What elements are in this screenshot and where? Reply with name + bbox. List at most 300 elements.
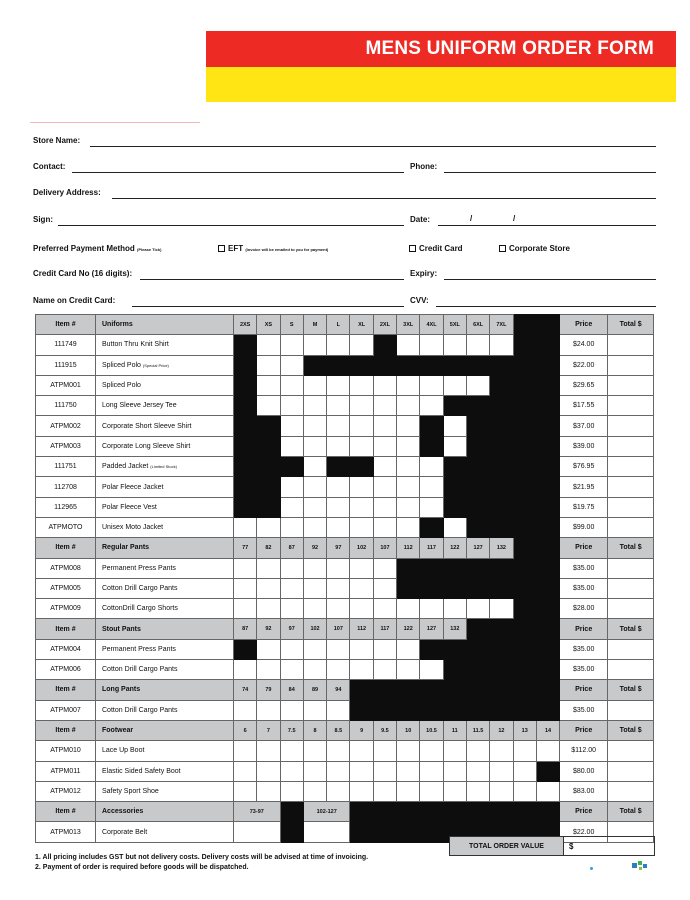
quantity-cell[interactable] [257,558,280,578]
quantity-cell[interactable] [420,497,443,517]
sign-label: Sign: [33,215,53,224]
quantity-cell[interactable] [397,375,420,395]
quantity-cell[interactable] [490,741,513,761]
quantity-cell[interactable] [397,517,420,537]
quantity-cell[interactable] [280,781,303,801]
quantity-cell[interactable] [280,761,303,781]
quantity-cell[interactable] [420,741,443,761]
size-header: 102 [303,619,326,639]
quantity-cell[interactable] [257,781,280,801]
total-order-input[interactable]: $ [569,841,574,851]
table-row [36,639,654,659]
quantity-cell[interactable] [327,660,350,680]
quantity-cell[interactable] [373,578,396,598]
quantity-cell[interactable] [536,741,559,761]
item-number: ATPM010 [36,741,96,761]
item-description-text: CottonDrill Cargo Shorts [102,605,178,613]
line-total-cell[interactable] [608,639,654,659]
line-total-cell[interactable] [608,477,654,497]
item-number: ATPM013 [36,822,96,842]
quantity-cell[interactable] [373,639,396,659]
quantity-cell[interactable] [280,700,303,720]
quantity-cell[interactable] [397,497,420,517]
quantity-cell[interactable] [327,700,350,720]
quantity-cell[interactable] [327,497,350,517]
quantity-cell[interactable] [373,660,396,680]
unavailable-size [466,578,489,598]
quantity-cell[interactable] [490,599,513,619]
line-total-cell[interactable] [608,436,654,456]
unavailable-size [490,558,513,578]
item-description-text: Elastic Sided Safety Boot [102,767,181,775]
quantity-cell[interactable] [373,558,396,578]
item-description [96,497,234,517]
quantity-cell[interactable] [257,517,280,537]
quantity-cell[interactable] [280,660,303,680]
quantity-cell[interactable] [373,741,396,761]
quantity-cell[interactable] [280,578,303,598]
quantity-cell[interactable] [327,578,350,598]
unavailable-size [350,355,373,375]
section-title: Uniforms [96,315,234,335]
notes [35,853,368,873]
item-description [96,781,234,801]
unavailable-size [397,680,420,700]
quantity-cell[interactable] [466,375,489,395]
line-total-cell[interactable] [608,416,654,436]
quantity-cell[interactable] [397,396,420,416]
total-header: Total $ [608,720,654,740]
quantity-cell[interactable] [257,599,280,619]
quantity-cell[interactable] [303,822,350,842]
quantity-cell[interactable] [350,660,373,680]
quantity-cell[interactable] [234,822,281,842]
quantity-cell[interactable] [397,416,420,436]
item-description-text: Lace Up Boot [102,747,145,755]
quantity-cell[interactable] [257,578,280,598]
quantity-cell[interactable] [420,761,443,781]
quantity-cell[interactable] [303,335,326,355]
quantity-cell[interactable] [373,416,396,436]
size-header: 132 [443,619,466,639]
unavailable-size [490,639,513,659]
quantity-cell[interactable] [350,375,373,395]
date-input[interactable] [438,225,656,226]
section-header-row [36,619,654,639]
cvv-input[interactable] [436,306,656,307]
quantity-cell[interactable] [373,375,396,395]
item-number: 111915 [36,355,96,375]
line-total-cell[interactable] [608,375,654,395]
quantity-cell[interactable] [420,457,443,477]
item-description [96,335,234,355]
item-description [96,741,234,761]
quantity-cell[interactable] [303,375,326,395]
item-description [96,517,234,537]
quantity-cell[interactable] [420,660,443,680]
quantity-cell[interactable] [420,375,443,395]
quantity-cell[interactable] [350,416,373,436]
unavailable-size [513,416,536,436]
item-number: 112965 [36,497,96,517]
sign-input[interactable] [58,225,404,226]
unavailable-size [420,639,443,659]
unavailable-size [420,416,443,436]
quantity-cell[interactable] [397,436,420,456]
quantity-cell[interactable] [420,599,443,619]
quantity-cell[interactable] [466,741,489,761]
item-price: $76.95 [560,457,608,477]
line-total-cell[interactable] [608,396,654,416]
quantity-cell[interactable] [257,700,280,720]
line-total-cell[interactable] [608,457,654,477]
quantity-cell[interactable] [350,335,373,355]
unavailable-size [234,375,257,395]
unavailable-size [513,680,536,700]
quantity-cell[interactable] [397,781,420,801]
unavailable-size [234,335,257,355]
line-total-cell[interactable] [608,660,654,680]
quantity-cell[interactable] [303,578,326,598]
quantity-cell[interactable] [420,335,443,355]
size-header: 2XS [234,315,257,335]
quantity-cell[interactable] [373,436,396,456]
quantity-cell[interactable] [327,416,350,436]
quantity-cell[interactable] [373,599,396,619]
quantity-cell[interactable] [303,700,326,720]
quantity-cell[interactable] [303,761,326,781]
quantity-cell[interactable] [513,761,536,781]
line-total-cell[interactable] [608,761,654,781]
eft-checkbox[interactable] [218,245,225,252]
quantity-cell[interactable] [303,660,326,680]
quantity-cell[interactable] [397,477,420,497]
quantity-cell[interactable] [350,558,373,578]
quantity-cell[interactable] [443,761,466,781]
item-number-header: Item # [36,802,96,822]
unavailable-size [466,558,489,578]
credit-card-option[interactable] [409,244,463,254]
quantity-cell[interactable] [327,517,350,537]
unavailable-size [420,578,443,598]
delivery-address-input[interactable] [112,198,656,199]
quantity-cell[interactable] [234,599,257,619]
item-description-note: (Limited Stock) [150,464,177,470]
store-name-input[interactable] [90,146,656,147]
item-number: ATPM002 [36,416,96,436]
quantity-cell[interactable] [327,781,350,801]
phone-input[interactable] [444,172,656,173]
quantity-cell[interactable] [350,781,373,801]
item-description-text: Safety Sport Shoe [102,787,159,795]
quantity-cell[interactable] [280,517,303,537]
quantity-cell[interactable] [303,517,326,537]
quantity-cell[interactable] [443,416,466,436]
line-total-cell[interactable] [608,599,654,619]
quantity-cell[interactable] [257,355,280,375]
quantity-cell[interactable] [234,781,257,801]
quantity-cell[interactable] [327,599,350,619]
quantity-cell[interactable] [327,761,350,781]
item-price: $19.75 [560,497,608,517]
price-header: Price [560,720,608,740]
size-header: 127 [466,538,489,558]
quantity-cell[interactable] [350,436,373,456]
quantity-cell[interactable] [466,761,489,781]
section-title: Accessories [96,802,234,822]
unavailable-size [513,477,536,497]
quantity-cell[interactable] [466,599,489,619]
item-description-text: Permanent Press Pants [102,564,176,572]
total-order-value [449,836,655,856]
quantity-cell[interactable] [350,741,373,761]
line-total-cell[interactable] [608,781,654,801]
quantity-cell[interactable] [397,761,420,781]
quantity-cell[interactable] [350,477,373,497]
quantity-cell[interactable] [303,436,326,456]
quantity-cell[interactable] [280,355,303,375]
unavailable-size [536,538,559,558]
quantity-cell[interactable] [303,741,326,761]
quantity-cell[interactable] [350,599,373,619]
quantity-cell[interactable] [327,396,350,416]
unavailable-size [490,396,513,416]
quantity-cell[interactable] [327,741,350,761]
quantity-cell[interactable] [280,497,303,517]
quantity-cell[interactable] [373,457,396,477]
quantity-cell[interactable] [257,375,280,395]
line-total-cell[interactable] [608,335,654,355]
quantity-cell[interactable] [443,781,466,801]
credit-card-label: Credit Card [419,244,463,253]
name-on-card-input[interactable] [132,306,404,307]
quantity-cell[interactable] [303,781,326,801]
quantity-cell[interactable] [257,741,280,761]
item-number: ATPM008 [36,558,96,578]
quantity-cell[interactable] [373,477,396,497]
quantity-cell[interactable] [303,639,326,659]
item-number: ATPM011 [36,761,96,781]
unavailable-size [443,396,466,416]
date-separator: / [513,214,516,223]
quantity-cell[interactable] [280,335,303,355]
size-header: 122 [397,619,420,639]
quantity-cell[interactable] [303,599,326,619]
quantity-cell[interactable] [373,781,396,801]
quantity-cell[interactable] [490,761,513,781]
item-description-text: Cotton Drill Cargo Pants [102,585,178,592]
price-header: Price [560,619,608,639]
date-separator: / [470,214,473,223]
line-total-cell[interactable] [608,741,654,761]
line-total-cell[interactable] [608,578,654,598]
credit-card-number-input[interactable] [140,279,404,280]
quantity-cell[interactable] [327,335,350,355]
quantity-cell[interactable] [466,781,489,801]
line-total-cell[interactable] [608,558,654,578]
unavailable-size [466,639,489,659]
quantity-cell[interactable] [397,639,420,659]
line-total-cell[interactable] [608,497,654,517]
unavailable-size [234,436,257,456]
credit-card-checkbox[interactable] [409,245,416,252]
quantity-cell[interactable] [257,761,280,781]
unavailable-size [536,416,559,436]
quantity-cell[interactable] [373,396,396,416]
size-header: 94 [327,680,350,700]
unavailable-size [350,680,373,700]
size-header: 102-127 [303,802,350,822]
quantity-cell[interactable] [327,375,350,395]
item-number: 111751 [36,457,96,477]
phone-label: Phone: [410,162,438,171]
expiry-input[interactable] [444,279,656,280]
quantity-cell[interactable] [280,436,303,456]
quantity-cell[interactable] [280,396,303,416]
item-number: ATPMOTO [36,517,96,537]
quantity-cell[interactable] [490,781,513,801]
unavailable-size [397,558,420,578]
quantity-cell[interactable] [420,781,443,801]
item-description [96,355,234,375]
quantity-cell[interactable] [350,578,373,598]
quantity-cell[interactable] [257,396,280,416]
unavailable-size [257,497,280,517]
item-description [96,599,234,619]
quantity-cell[interactable] [397,660,420,680]
unavailable-size [490,375,513,395]
quantity-cell[interactable] [443,741,466,761]
quantity-cell[interactable] [303,416,326,436]
quantity-cell[interactable] [280,416,303,436]
quantity-cell[interactable] [373,517,396,537]
quantity-cell[interactable] [350,497,373,517]
quantity-cell[interactable] [373,497,396,517]
quantity-cell[interactable] [234,517,257,537]
eft-option[interactable] [218,244,328,255]
line-total-cell[interactable] [608,700,654,720]
contact-input[interactable] [72,172,404,173]
corporate-store-option[interactable] [499,244,570,254]
unavailable-size [397,355,420,375]
quantity-cell[interactable] [420,396,443,416]
quantity-cell[interactable] [257,639,280,659]
quantity-cell[interactable] [466,335,489,355]
quantity-cell[interactable] [303,558,326,578]
quantity-cell[interactable] [303,477,326,497]
total-header: Total $ [608,619,654,639]
note-item: 2. Payment of order is required before goods will be dispatched. [35,864,249,871]
quantity-cell[interactable] [234,761,257,781]
quantity-cell[interactable] [257,660,280,680]
section-header-row [36,538,654,558]
quantity-cell[interactable] [536,781,559,801]
quantity-cell[interactable] [234,741,257,761]
quantity-cell[interactable] [397,457,420,477]
corporate-store-checkbox[interactable] [499,245,506,252]
quantity-cell[interactable] [280,477,303,497]
quantity-cell[interactable] [327,477,350,497]
item-description [96,558,234,578]
item-price: $35.00 [560,700,608,720]
quantity-cell[interactable] [397,741,420,761]
size-header: 87 [234,619,257,639]
line-total-cell[interactable] [608,355,654,375]
item-price: $17.55 [560,396,608,416]
quantity-cell[interactable] [373,761,396,781]
quantity-cell[interactable] [280,599,303,619]
quantity-cell[interactable] [443,375,466,395]
line-total-cell[interactable] [608,517,654,537]
quantity-cell[interactable] [280,558,303,578]
quantity-cell[interactable] [303,396,326,416]
unavailable-size [466,680,489,700]
quantity-cell[interactable] [257,335,280,355]
unavailable-size [234,416,257,436]
unavailable-size [536,315,559,335]
unavailable-size [280,822,303,842]
quantity-cell[interactable] [303,457,326,477]
quantity-cell[interactable] [350,396,373,416]
quantity-cell[interactable] [234,660,257,680]
quantity-cell[interactable] [420,477,443,497]
quantity-cell[interactable] [327,639,350,659]
quantity-cell[interactable] [327,558,350,578]
quantity-cell[interactable] [397,335,420,355]
unavailable-size [466,660,489,680]
quantity-cell[interactable] [513,741,536,761]
quantity-cell[interactable] [280,375,303,395]
total-header: Total $ [608,315,654,335]
section-header-row [36,802,654,822]
item-number: 112708 [36,477,96,497]
unavailable-size [466,416,489,436]
item-number-header: Item # [36,720,96,740]
table-row [36,741,654,761]
credit-card-number-label: Credit Card No (16 digits): [33,269,133,278]
unavailable-size [490,578,513,598]
table-row [36,396,654,416]
item-description [96,477,234,497]
quantity-cell[interactable] [234,700,257,720]
unavailable-size [490,416,513,436]
quantity-cell[interactable] [350,517,373,537]
section-header-row [36,315,654,335]
unavailable-size [373,335,396,355]
quantity-cell[interactable] [234,578,257,598]
size-header: 6XL [466,315,489,335]
quantity-cell[interactable] [490,335,513,355]
quantity-cell[interactable] [280,741,303,761]
quantity-cell[interactable] [397,599,420,619]
quantity-cell[interactable] [350,639,373,659]
quantity-cell[interactable] [303,497,326,517]
unavailable-size [466,436,489,456]
quantity-cell[interactable] [513,781,536,801]
quantity-cell[interactable] [350,761,373,781]
quantity-cell[interactable] [234,558,257,578]
expiry-label: Expiry: [410,269,438,278]
quantity-cell[interactable] [443,599,466,619]
size-header: 112 [397,538,420,558]
quantity-cell[interactable] [443,436,466,456]
quantity-cell[interactable] [327,436,350,456]
quantity-cell[interactable] [443,335,466,355]
quantity-cell[interactable] [280,639,303,659]
quantity-cell[interactable] [443,517,466,537]
item-description-text: Polar Fleece Vest [102,503,157,511]
unavailable-size [490,497,513,517]
